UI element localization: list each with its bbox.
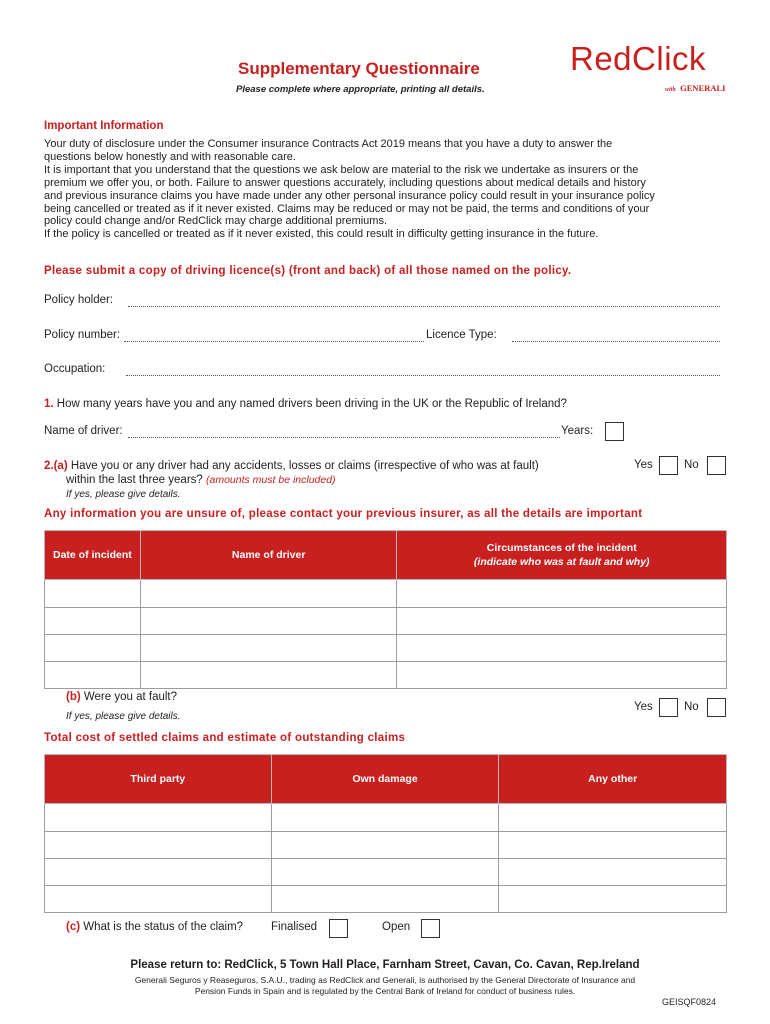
question-2b-text: Were you at fault? (83, 691, 178, 703)
partner-logo (665, 78, 725, 96)
question-2b-details: If yes, please give details. (66, 711, 181, 722)
finalised-label: Finalised (271, 921, 318, 933)
years-label: Years: (561, 425, 594, 437)
incident-cell[interactable] (397, 580, 727, 608)
q2b-yes-checkbox[interactable] (659, 698, 678, 717)
q2b-no-checkbox[interactable] (707, 698, 726, 717)
question-1-number: 1. (44, 398, 54, 410)
incident-cell[interactable] (140, 662, 397, 689)
legal-line-1: Generali Seguros y Reaseguros, S.A.U., trading as RedClick and Generali, is authorised by the General Directorate of Insurance and (134, 975, 636, 985)
question-2a-part: (a) (53, 460, 68, 472)
incident-header-circumstances-title: Circumstances of the incident (486, 542, 637, 554)
question-1 (44, 398, 567, 410)
q2a-yes-label: Yes (634, 459, 653, 471)
brand-logo (570, 40, 730, 93)
policy-holder-label: Policy holder: (44, 294, 114, 306)
table-row (45, 859, 727, 886)
question-2a (44, 460, 539, 472)
unsure-heading: Any information you are unsure of, please contact your previous insurer, as all the details are important (44, 508, 643, 520)
q2b-no-label: No (684, 701, 699, 713)
table-row (45, 832, 727, 859)
important-line: questions below honestly and with reasonable care. (44, 150, 296, 163)
legal-line-2: Pension Funds in Spain and is regulated by the Central Bank of Ireland for conduct of business rules. (194, 986, 576, 996)
incident-header-driver: Name of driver (140, 531, 397, 580)
question-2a-details: If yes, please give details. (66, 489, 181, 500)
cost-cell[interactable] (499, 859, 727, 886)
incident-cell[interactable] (140, 580, 397, 608)
cost-header-own-damage: Own damage (271, 755, 499, 804)
cost-cell[interactable] (271, 804, 499, 832)
table-row (45, 662, 727, 689)
q2a-no-checkbox[interactable] (707, 456, 726, 475)
incident-cell[interactable] (397, 635, 727, 662)
partner-prefix: with (665, 87, 676, 93)
question-2a-line2 (66, 474, 336, 486)
cost-cell[interactable] (499, 886, 727, 913)
partner-name: GENERALI (680, 83, 726, 93)
incident-cell[interactable] (397, 662, 727, 689)
page-subtitle: Please complete where appropriate, printing all details. (236, 84, 485, 95)
important-line: being cancelled or treated as if it never existed. Claims may be reduced or may not be paid, the terms and conditions of your (44, 202, 650, 215)
incident-header-date: Date of incident (45, 531, 141, 580)
cost-header-any-other: Any other (499, 755, 727, 804)
important-line: If the policy is cancelled or treated as if it never existed, this could result in difficulty getting insurance in the future. (44, 228, 599, 241)
important-line: It is important that you understand that the questions we ask below are material to the risk we undertake as insurers or the (44, 163, 639, 176)
legal-notice (60, 975, 710, 997)
question-2c-part: (c) (66, 921, 81, 933)
incident-cell[interactable] (45, 635, 141, 662)
q2a-no-label: No (684, 459, 699, 471)
cost-table (44, 754, 727, 913)
driver-name-input[interactable] (128, 437, 560, 438)
important-heading: Important Information (44, 120, 164, 132)
question-2-number: 2. (44, 460, 54, 472)
table-row (45, 608, 727, 635)
policy-holder-input[interactable] (128, 306, 720, 307)
occupation-input[interactable] (126, 375, 720, 376)
incident-cell[interactable] (45, 608, 141, 635)
incident-cell[interactable] (45, 580, 141, 608)
incident-cell[interactable] (140, 608, 397, 635)
form-code: GEISQF0824 (662, 997, 717, 1007)
return-address: Please return to: RedClick, 5 Town Hall Place, Farnham Street, Cavan, Co. Cavan, Rep.Ireland (130, 959, 640, 971)
question-2c-text: What is the status of the claim? (83, 921, 244, 933)
incident-cell[interactable] (140, 635, 397, 662)
cost-cell[interactable] (45, 804, 272, 832)
important-line: and previous insurance claims you have made under any other personal insurance policy could result in your insurance policy (44, 189, 655, 202)
q2b-yes-label: Yes (634, 701, 653, 713)
important-line: policy could change and/or RedClick may charge additional premiums. (44, 215, 388, 228)
question-2c (66, 921, 243, 933)
question-2a-note: (amounts must be included) (206, 474, 336, 486)
policy-number-label: Policy number: (44, 329, 121, 341)
incident-header-circumstances-note: (indicate who was at fault and why) (473, 556, 650, 568)
incident-cell[interactable] (45, 662, 141, 689)
table-row (45, 804, 727, 832)
occupation-label: Occupation: (44, 363, 106, 375)
incident-table (44, 530, 727, 689)
cost-cell[interactable] (271, 886, 499, 913)
question-2b (66, 691, 177, 703)
table-row (45, 886, 727, 913)
years-box[interactable] (605, 422, 624, 441)
brand-logo-text: RedClick (570, 40, 707, 77)
q2a-yes-checkbox[interactable] (659, 456, 678, 475)
page-title: Supplementary Questionnaire (238, 59, 480, 78)
question-2a-text: Have you or any driver had any accidents, losses or claims (irrespective of who was at fault) (70, 460, 539, 472)
cost-heading: Total cost of settled claims and estimate of outstanding claims (44, 732, 406, 744)
cost-cell[interactable] (271, 859, 499, 886)
important-body (44, 138, 744, 241)
open-checkbox[interactable] (421, 919, 440, 938)
driver-name-label: Name of driver: (44, 425, 123, 437)
policy-number-input[interactable] (124, 341, 424, 342)
table-row (45, 580, 727, 608)
cost-cell[interactable] (499, 804, 727, 832)
table-row (45, 635, 727, 662)
question-2a-text2: within the last three years? (66, 474, 203, 486)
cost-cell[interactable] (499, 832, 727, 859)
cost-cell[interactable] (271, 832, 499, 859)
question-1-text: How many years have you and any named drivers been driving in the UK or the Republic of Ireland? (56, 398, 567, 410)
important-line: premium we offer you, or both. Failure to answer questions accurately, including questions about medical details and history (44, 176, 646, 189)
licence-heading: Please submit a copy of driving licence(s) (front and back) of all those named on the policy. (44, 265, 572, 277)
licence-type-input[interactable] (512, 341, 720, 342)
important-line: Your duty of disclosure under the Consumer insurance Contracts Act 2019 means that you have a duty to answer the (44, 138, 613, 150)
licence-type-label: Licence Type: (426, 329, 497, 341)
cost-cell[interactable] (45, 832, 272, 859)
cost-cell[interactable] (45, 886, 272, 913)
incident-cell[interactable] (397, 608, 727, 635)
question-2b-part: (b) (66, 691, 81, 703)
cost-cell[interactable] (45, 859, 272, 886)
incident-header-circumstances (397, 531, 727, 580)
open-label: Open (382, 921, 411, 933)
finalised-checkbox[interactable] (329, 919, 348, 938)
cost-header-third-party: Third party (45, 755, 272, 804)
